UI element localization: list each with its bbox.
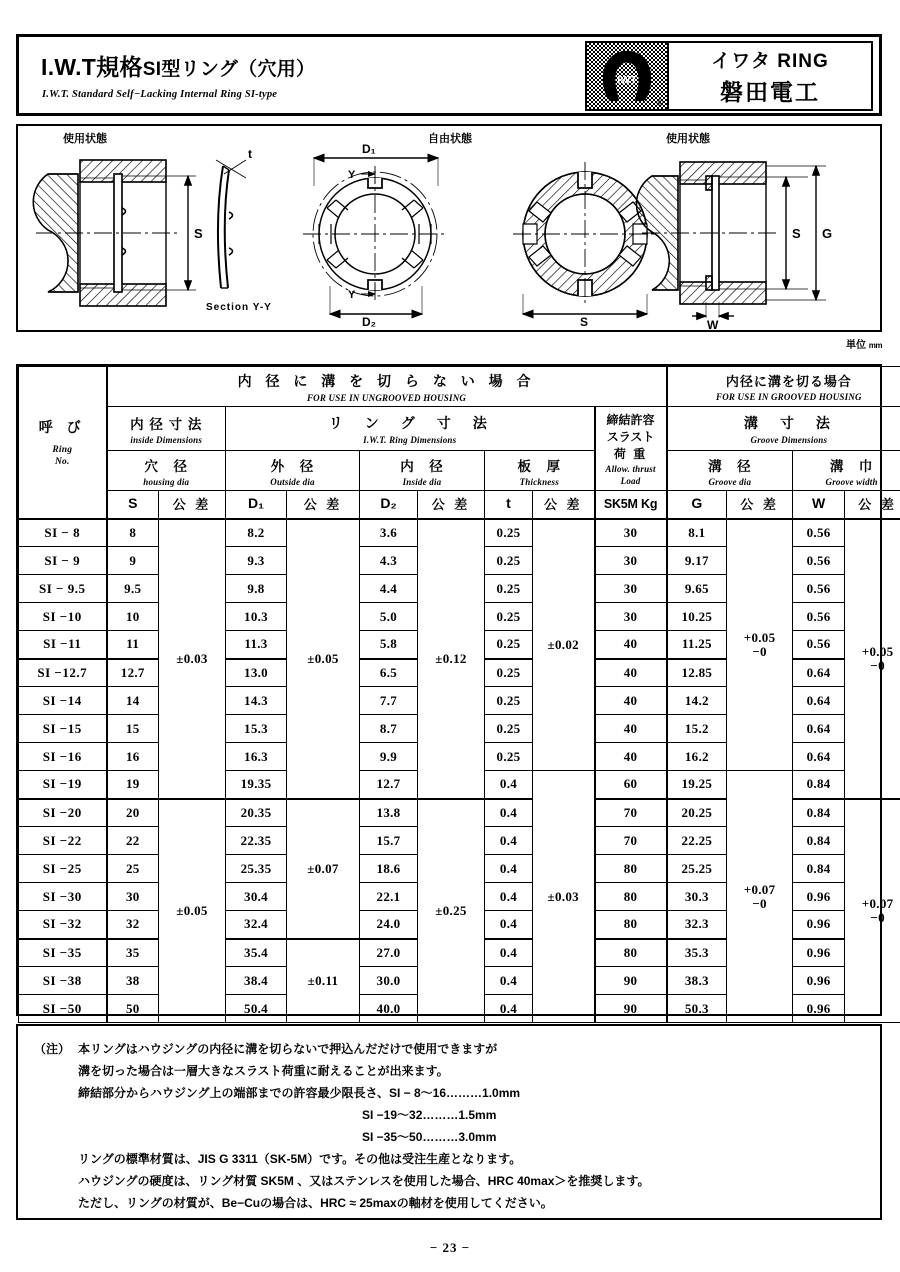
cell-ring-no: SI −35 <box>19 939 107 967</box>
unit-label-jp: 単位 <box>845 340 866 351</box>
cell-inside-dia: 30.0 <box>360 967 418 995</box>
cell-groove-dia: 32.3 <box>667 911 727 939</box>
cell-groove-width: 0.84 <box>793 799 845 827</box>
cell-thrust-load: 30 <box>595 519 667 547</box>
cell-groove-dia: 10.25 <box>667 603 727 631</box>
header-sym-W: W <box>793 491 845 519</box>
specification-table-wrapper <box>16 364 897 1016</box>
cell-inside-dia: 4.4 <box>360 575 418 603</box>
cell-inside-dia: 27.0 <box>360 939 418 967</box>
cell-outside-dia: 14.3 <box>226 687 287 715</box>
header-sym-S: S <box>107 491 159 519</box>
cell-inside-dia: 3.6 <box>360 519 418 547</box>
registered-mark: ® <box>656 98 663 108</box>
header-sym-G: G <box>667 491 727 519</box>
header-sym-tol-W: 公 差 <box>845 491 900 519</box>
header-sym-t: t <box>485 491 533 519</box>
cell-thickness: 0.4 <box>485 827 533 855</box>
cell-inside-dia: 22.1 <box>360 883 418 911</box>
technical-drawing-panel <box>16 124 882 332</box>
cell-inside-dia: 40.0 <box>360 995 418 1023</box>
cell-groove-dia: 16.2 <box>667 743 727 771</box>
page-subtitle: I.W.T. Standard Self−Lacking Internal Ring SI-type <box>42 89 278 100</box>
cell-groove-dia: 12.85 <box>667 659 727 687</box>
note-line-7: ハウジングの硬度は、リング材質 SK5M 、又はステンレスを使用した場合、HRC 40max＞を推奨します。 <box>78 1174 650 1188</box>
cell-groove-width: 0.84 <box>793 771 845 799</box>
cell-groove-width: 0.64 <box>793 743 845 771</box>
cell-tol-groove-width: +0.05 −0 <box>845 519 900 799</box>
cell-housing-dia: 30 <box>107 883 159 911</box>
cell-inside-dia: 8.7 <box>360 715 418 743</box>
section-marker-Y-top: Y <box>348 169 356 181</box>
cell-housing-dia: 9 <box>107 547 159 575</box>
header-sym-tol-t: 公 差 <box>533 491 595 519</box>
unit-label-value: mm <box>868 341 882 350</box>
cell-outside-dia: 38.4 <box>226 967 287 995</box>
cell-tol-thickness: ±0.03 <box>533 771 595 1023</box>
section-label: Section Y-Y <box>206 302 272 313</box>
header-ring-dimensions: リ ン グ 寸 法 I.W.T. Ring Dimensions <box>226 407 595 451</box>
cell-tol-housing-dia: ±0.03 <box>159 519 226 799</box>
cell-outside-dia: 16.3 <box>226 743 287 771</box>
cell-ring-no: SI −50 <box>19 995 107 1023</box>
figure-caption-right: 使用状態 <box>666 133 710 145</box>
cell-thrust-load: 40 <box>595 715 667 743</box>
cell-housing-dia: 22 <box>107 827 159 855</box>
cell-groove-width: 0.56 <box>793 519 845 547</box>
cell-groove-dia: 15.2 <box>667 715 727 743</box>
cell-groove-dia: 20.25 <box>667 799 727 827</box>
cell-ring-no: SI −25 <box>19 855 107 883</box>
dim-label-S-left: S <box>194 226 203 241</box>
cell-outside-dia: 15.3 <box>226 715 287 743</box>
header-inside-dia: 内 径 Inside dia <box>360 451 485 491</box>
cell-outside-dia: 35.4 <box>226 939 287 967</box>
cell-thrust-load: 60 <box>595 771 667 799</box>
cell-tol-outside-dia: ±0.11 <box>287 939 360 1023</box>
cell-ring-no: SI − 8 <box>19 519 107 547</box>
cell-tol-inside-dia: ±0.12 <box>418 519 485 799</box>
cell-thrust-load: 40 <box>595 631 667 659</box>
cell-groove-width: 0.64 <box>793 659 845 687</box>
table-body <box>19 519 900 1023</box>
cell-groove-dia: 25.25 <box>667 855 727 883</box>
cell-thickness: 0.4 <box>485 939 533 967</box>
cell-thrust-load: 70 <box>595 827 667 855</box>
cell-ring-no: SI −16 <box>19 743 107 771</box>
page-number: − 23 − <box>429 1240 471 1255</box>
note-line-1: （注） 本リングはハウジングの内径に溝を切らないで押込んだだけで使用できますが <box>34 1038 864 1060</box>
cell-thickness: 0.4 <box>485 995 533 1023</box>
cell-ring-no: SI −30 <box>19 883 107 911</box>
cell-inside-dia: 5.0 <box>360 603 418 631</box>
table-header-symbol-row <box>19 491 900 519</box>
header-groove-dimensions: 溝 寸 法 Groove Dimensions <box>667 407 900 451</box>
cell-ring-no: SI −11 <box>19 631 107 659</box>
cell-ring-no: SI −12.7 <box>19 659 107 687</box>
cell-thickness: 0.25 <box>485 603 533 631</box>
title-main: I.W.T規格 <box>41 54 143 80</box>
cell-thrust-load: 70 <box>595 799 667 827</box>
cell-housing-dia: 12.7 <box>107 659 159 687</box>
header-sym-D2: D₂ <box>360 491 418 519</box>
cell-outside-dia: 9.8 <box>226 575 287 603</box>
company-logo <box>585 41 873 111</box>
cell-thickness: 0.4 <box>485 967 533 995</box>
cell-inside-dia: 18.6 <box>360 855 418 883</box>
ring-drawings-svg <box>18 126 880 330</box>
cell-thickness: 0.4 <box>485 883 533 911</box>
cell-tol-groove-dia: +0.05 −0 <box>727 519 793 771</box>
cell-inside-dia: 24.0 <box>360 911 418 939</box>
cell-groove-dia: 38.3 <box>667 967 727 995</box>
cell-outside-dia: 11.3 <box>226 631 287 659</box>
cell-thrust-load: 40 <box>595 659 667 687</box>
cell-outside-dia: 10.3 <box>226 603 287 631</box>
cell-outside-dia: 25.35 <box>226 855 287 883</box>
cell-thickness: 0.4 <box>485 911 533 939</box>
iwt-horseshoe-icon <box>585 41 669 111</box>
cell-outside-dia: 13.0 <box>226 659 287 687</box>
note-line-5: SI −35〜50………3.0mm <box>362 1130 497 1144</box>
cell-groove-width: 0.56 <box>793 547 845 575</box>
cell-outside-dia: 30.4 <box>226 883 287 911</box>
cell-housing-dia: 20 <box>107 799 159 827</box>
cell-groove-dia: 22.25 <box>667 827 727 855</box>
specification-table <box>18 366 900 1023</box>
cell-thrust-load: 90 <box>595 967 667 995</box>
header-thickness: 板 厚 Thickness <box>485 451 595 491</box>
cell-outside-dia: 32.4 <box>226 911 287 939</box>
notes-panel <box>16 1024 882 1220</box>
header-sym-D1: D₁ <box>226 491 287 519</box>
table-header-group-row <box>19 367 900 407</box>
cell-housing-dia: 32 <box>107 911 159 939</box>
cell-groove-width: 0.96 <box>793 883 845 911</box>
cell-tol-outside-dia: ±0.07 <box>287 799 360 939</box>
cell-thickness: 0.25 <box>485 715 533 743</box>
header-ring-no: 呼 び Ring No. <box>19 367 107 519</box>
cell-housing-dia: 38 <box>107 967 159 995</box>
cell-tol-outside-dia: ±0.05 <box>287 519 360 799</box>
table-header-section-row <box>19 407 900 451</box>
cell-thrust-load: 40 <box>595 687 667 715</box>
header-sym-load: SK5M Kg <box>595 491 667 519</box>
cell-groove-dia: 11.25 <box>667 631 727 659</box>
cell-ring-no: SI −14 <box>19 687 107 715</box>
dim-label-D2: D₂ <box>362 315 376 329</box>
cell-thickness: 0.25 <box>485 519 533 547</box>
cell-inside-dia: 5.8 <box>360 631 418 659</box>
unit-note <box>846 336 882 351</box>
cell-thickness: 0.25 <box>485 547 533 575</box>
cell-thrust-load: 80 <box>595 855 667 883</box>
cell-ring-no: SI −38 <box>19 967 107 995</box>
header-outside-dia: 外 径 Outside dia <box>226 451 360 491</box>
cell-ring-no: SI −15 <box>19 715 107 743</box>
cell-outside-dia: 9.3 <box>226 547 287 575</box>
cell-housing-dia: 16 <box>107 743 159 771</box>
note-marker: （注） <box>34 1042 71 1056</box>
cell-thickness: 0.25 <box>485 743 533 771</box>
cell-groove-width: 0.84 <box>793 855 845 883</box>
cell-groove-width: 0.56 <box>793 575 845 603</box>
dim-label-S-right: S <box>792 226 801 241</box>
cell-ring-no: SI −32 <box>19 911 107 939</box>
cell-groove-width: 0.96 <box>793 939 845 967</box>
cell-thrust-load: 30 <box>595 603 667 631</box>
cell-thickness: 0.4 <box>485 799 533 827</box>
header-sym-tol-S: 公 差 <box>159 491 226 519</box>
header-groove-dia: 溝 径 Groove dia <box>667 451 793 491</box>
cell-outside-dia: 22.35 <box>226 827 287 855</box>
figure-caption-center: 自由状態 <box>428 133 472 145</box>
cell-thrust-load: 80 <box>595 911 667 939</box>
logo-line-1: イワタ RING <box>711 50 829 72</box>
header-housing-dia: 穴 径 housing dia <box>107 451 226 491</box>
cell-groove-dia: 30.3 <box>667 883 727 911</box>
note-line-8: ただし、リングの材質が、Be−Cuの場合は、HRC ≈ 25maxの軸材を使用してください。 <box>78 1196 553 1210</box>
cell-tol-groove-width: +0.07 −0 <box>845 799 900 1023</box>
cell-thrust-load: 80 <box>595 939 667 967</box>
cell-groove-dia: 9.17 <box>667 547 727 575</box>
header-sym-tol-G: 公 差 <box>727 491 793 519</box>
cell-outside-dia: 8.2 <box>226 519 287 547</box>
dim-label-t: t <box>248 147 252 161</box>
cell-groove-dia: 9.65 <box>667 575 727 603</box>
cell-ring-no: SI −10 <box>19 603 107 631</box>
cell-groove-dia: 35.3 <box>667 939 727 967</box>
note-line-2: 溝を切った場合は一層大きなスラスト荷重に耐えることが出来ます。 <box>78 1064 449 1078</box>
cell-inside-dia: 4.3 <box>360 547 418 575</box>
section-marker-Y-bottom: Y <box>348 289 356 301</box>
logo-line-2: 磐田電工 <box>720 78 820 105</box>
cell-groove-width: 0.64 <box>793 715 845 743</box>
cell-outside-dia: 50.4 <box>226 995 287 1023</box>
cell-ring-no: SI − 9.5 <box>19 575 107 603</box>
page-title <box>41 49 315 82</box>
cell-housing-dia: 14 <box>107 687 159 715</box>
cell-thrust-load: 30 <box>595 575 667 603</box>
cell-groove-width: 0.96 <box>793 911 845 939</box>
cell-groove-width: 0.96 <box>793 967 845 995</box>
figure-caption-left: 使用状態 <box>63 133 107 145</box>
cell-tol-groove-dia: +0.07 −0 <box>727 771 793 1023</box>
cell-groove-width: 0.96 <box>793 995 845 1023</box>
dim-label-G: G <box>822 226 833 241</box>
cell-groove-width: 0.64 <box>793 687 845 715</box>
cell-groove-dia: 8.1 <box>667 519 727 547</box>
dim-label-D1: D₁ <box>362 142 376 156</box>
cell-groove-dia: 14.2 <box>667 687 727 715</box>
cell-housing-dia: 11 <box>107 631 159 659</box>
cell-groove-width: 0.56 <box>793 603 845 631</box>
cell-housing-dia: 10 <box>107 603 159 631</box>
header-group-ungrooved: 内 径 に 溝 を 切 ら な い 場 合 FOR USE IN UNGROOVED HOUSING <box>107 367 667 407</box>
header-inside-dimensions: 内 径 寸 法 inside Dimensions <box>107 407 226 451</box>
cell-tol-inside-dia: ±0.25 <box>418 799 485 1023</box>
cell-ring-no: SI −20 <box>19 799 107 827</box>
cell-housing-dia: 9.5 <box>107 575 159 603</box>
cell-thrust-load: 90 <box>595 995 667 1023</box>
header-sym-tol-D1: 公 差 <box>287 491 360 519</box>
header-group-grooved: 内径に溝を切る場合 FOR USE IN GROOVED HOUSING <box>667 367 900 407</box>
cell-thickness: 0.25 <box>485 631 533 659</box>
cell-groove-dia: 19.25 <box>667 771 727 799</box>
cell-housing-dia: 50 <box>107 995 159 1023</box>
dim-label-S-center: S <box>580 315 589 329</box>
cell-housing-dia: 25 <box>107 855 159 883</box>
note-line-3: 締結部分からハウジング上の端部までの許容最少限長さ、SI − 8〜16………1.0mm <box>78 1086 521 1100</box>
header-sym-tol-D2: 公 差 <box>418 491 485 519</box>
cell-housing-dia: 19 <box>107 771 159 799</box>
cell-ring-no: SI − 9 <box>19 547 107 575</box>
cell-thickness: 0.4 <box>485 855 533 883</box>
cell-inside-dia: 9.9 <box>360 743 418 771</box>
cell-thrust-load: 30 <box>595 547 667 575</box>
svg-text:IWT: IWT <box>617 74 637 87</box>
table-row <box>19 519 900 547</box>
cell-tol-housing-dia: ±0.05 <box>159 799 226 1023</box>
title-sub: SI型リング（穴用） <box>142 59 316 80</box>
header-banner <box>16 34 882 116</box>
dim-label-W: W <box>707 318 719 330</box>
header-thrust-load: 締結許容 スラスト 荷 重 Allow. thrust Load <box>595 407 667 491</box>
cell-outside-dia: 19.35 <box>226 771 287 799</box>
cell-housing-dia: 15 <box>107 715 159 743</box>
cell-thrust-load: 80 <box>595 883 667 911</box>
cell-inside-dia: 15.7 <box>360 827 418 855</box>
table-header-sub-row <box>19 451 900 491</box>
cell-inside-dia: 7.7 <box>360 687 418 715</box>
cell-inside-dia: 13.8 <box>360 799 418 827</box>
cell-housing-dia: 35 <box>107 939 159 967</box>
cell-housing-dia: 8 <box>107 519 159 547</box>
note-line-6: リングの標準材質は、JIS G 3311（SK-5M）です。その他は受注生産となります。 <box>78 1152 522 1166</box>
cell-thickness: 0.4 <box>485 771 533 799</box>
cell-inside-dia: 6.5 <box>360 659 418 687</box>
cell-thrust-load: 40 <box>595 743 667 771</box>
cell-thickness: 0.25 <box>485 575 533 603</box>
note-line-4: SI −19〜32………1.5mm <box>362 1108 497 1122</box>
cell-tol-thickness: ±0.02 <box>533 519 595 771</box>
cell-outside-dia: 20.35 <box>226 799 287 827</box>
cell-ring-no: SI −19 <box>19 771 107 799</box>
cell-groove-dia: 50.3 <box>667 995 727 1023</box>
cell-ring-no: SI −22 <box>19 827 107 855</box>
cell-groove-width: 0.84 <box>793 827 845 855</box>
cell-groove-width: 0.56 <box>793 631 845 659</box>
cell-thickness: 0.25 <box>485 687 533 715</box>
cell-inside-dia: 12.7 <box>360 771 418 799</box>
cell-thickness: 0.25 <box>485 659 533 687</box>
header-groove-width: 溝 巾 Groove width <box>793 451 900 491</box>
logo-textblock <box>669 41 873 111</box>
